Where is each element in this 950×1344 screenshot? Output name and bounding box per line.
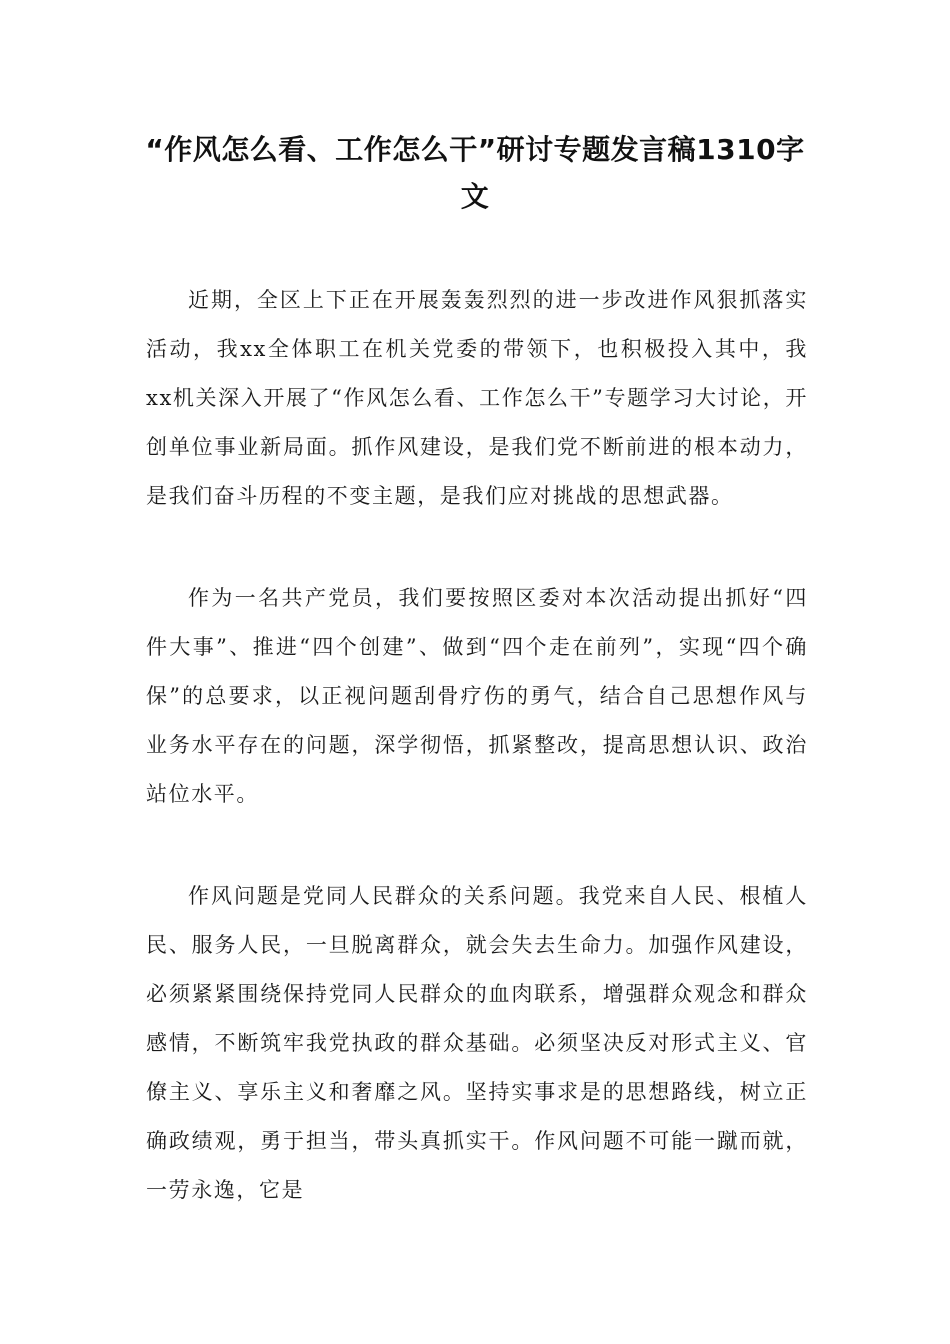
document-title: “作风怎么看、工作怎么干”研讨专题发言稿1310字文 xyxy=(145,133,805,213)
paragraph-1: 近期，全区上下正在开展轰轰烈烈的进一步改进作风狠抓落实活动，我xx全体职工在机关党委的带领下，也积极投入其中，我xx机关深入开展了“作风怎么看、工作怎么干”专题学习大讨论，开创单位事业新局面。抓作风建设，是我们党不断前进的根本动力，是我们奋斗历程的不变主题，是我们应对挑战的思想武器。 xyxy=(146,288,808,508)
paragraph-2: 作为一名共产党员，我们要按照区委对本次活动提出抓好“四件大事”、推进“四个创建”、做到“四个走在前列”，实现“四个确保”的总要求，以正视问题刮骨疗伤的勇气，结合自己思想作风与业务水平存在的问题，深学彻悟，抓紧整改，提高思想认识、政治站位水平。 xyxy=(146,586,808,806)
paragraph-3: 作风问题是党同人民群众的关系问题。我党来自人民、根植人民、服务人民，一旦脱离群众，就会失去生命力。加强作风建设，必须紧紧围绕保持党同人民群众的血肉联系，增强群众观念和群众感情，不断筑牢我党执政的群众基础。必须坚决反对形式主义、官僚主义、享乐主义和奢靡之风。坚持实事求是的思想路线，树立正确政绩观，勇于担当，带头真抓实干。作风问题不可能一蹴而就，一劳永逸，它是 xyxy=(146,884,808,1202)
